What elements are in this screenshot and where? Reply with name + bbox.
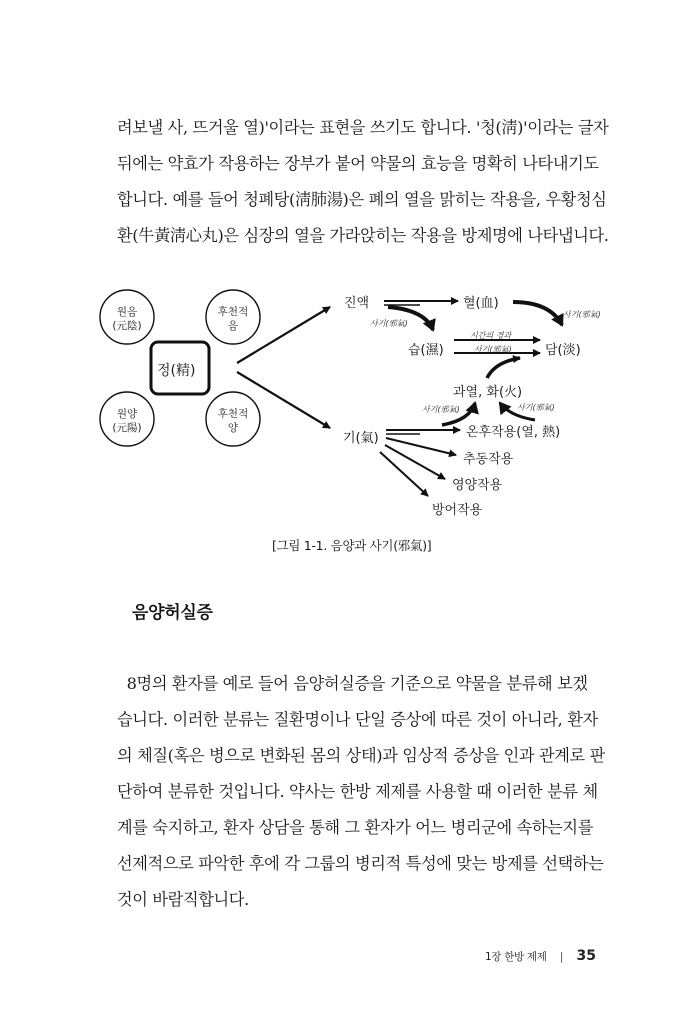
page-footer [485,945,596,964]
text-line: 것이 바람직합니다. [117,890,249,909]
circle-label-won-eum [102,305,152,333]
text-line: 계를 숙지하고, 환자 상담을 통해 그 환자가 어느 병리군에 속하는지를 [117,818,593,837]
text-line: 려보낼 사, 뜨거울 열)'이라는 표현을 쓰기도 합니다. '청(淸)'이라는 글자 [117,118,609,137]
node-hyeol: 혈(血) [463,296,499,311]
section-heading: 음양허실증 [132,603,213,623]
page-number: 35 [576,948,596,964]
circle-label-won-yang [102,407,152,435]
circle-line: 음 [227,320,239,332]
arrow-label-saki: 사기(邪氣) [517,403,555,412]
arrow-label-saki: 사기(邪氣) [474,345,512,354]
circle-line: 원양 [116,408,138,420]
figure-caption: [그림 1-1. 음양과 사기(邪氣)] [272,538,432,553]
node-gwayeol: 과열, 화(火) [453,385,523,400]
node-jinaek: 진액 [344,296,370,311]
circle-label-acquired-eum [208,305,258,333]
circle-line: 후천적 [217,306,249,318]
circle-line: 원음 [116,306,138,318]
node-seup: 습(濕) [408,343,444,358]
text-line: 합니다. 예를 들어 청폐탕(淸肺湯)은 폐의 열을 맑히는 작용을, 우황청심 [117,190,607,209]
text-line: 뒤에는 약효가 작용하는 장부가 붙어 약물의 효능을 명확히 나타내기도 [117,154,599,173]
text-line: 8명의 환자를 예로 들어 음양허실증을 기준으로 약물을 분류해 보겠 [117,674,588,693]
node-chudong: 추동작용 [463,452,514,467]
arrow-label-saki: 사기(邪氣) [370,319,408,328]
text-line: 환(牛黃淸心丸)은 심장의 열을 가라앉히는 작용을 방제명에 나타냅니다. [117,226,609,245]
chapter-title: 1장 한방 제제 [484,951,547,963]
text-line: 습니다. 이러한 분류는 질환명이나 단일 증상에 따른 것이 아니라, 환자 [117,710,598,729]
center-box-label: 정(精) [157,363,196,379]
text-line: 선제적으로 파악한 후에 각 그룹의 병리적 특성에 맞는 방제를 선택하는 [117,854,604,873]
circle-label-acquired-yang [208,407,258,435]
circle-line: (元陽) [112,422,142,434]
arrow-label-saki: 사기(邪氣) [563,310,601,319]
node-bangeo: 방어작용 [432,503,483,518]
circle-line: (元陰) [112,320,142,332]
node-yeongyang: 영양작용 [452,478,503,493]
text-line: 의 체질(혹은 병으로 변화된 몸의 상태)과 임상적 증상을 인과 관계로 판 [117,746,605,765]
text-line: 단하여 분류한 것입니다. 약사는 한방 제제를 사용할 때 이러한 분류 체 [117,782,598,801]
circle-line: 양 [227,422,239,434]
arrow-label-time: 시간의 경과 [470,331,512,340]
arrow-label-saki: 사기(邪氣) [422,405,460,414]
node-gi: 기(氣) [343,431,379,446]
footer-separator: | [559,950,564,963]
node-onhu: 온후작용(열, 熱) [466,425,561,440]
circle-line: 후천적 [217,408,249,420]
node-dam: 담(淡) [545,343,581,358]
